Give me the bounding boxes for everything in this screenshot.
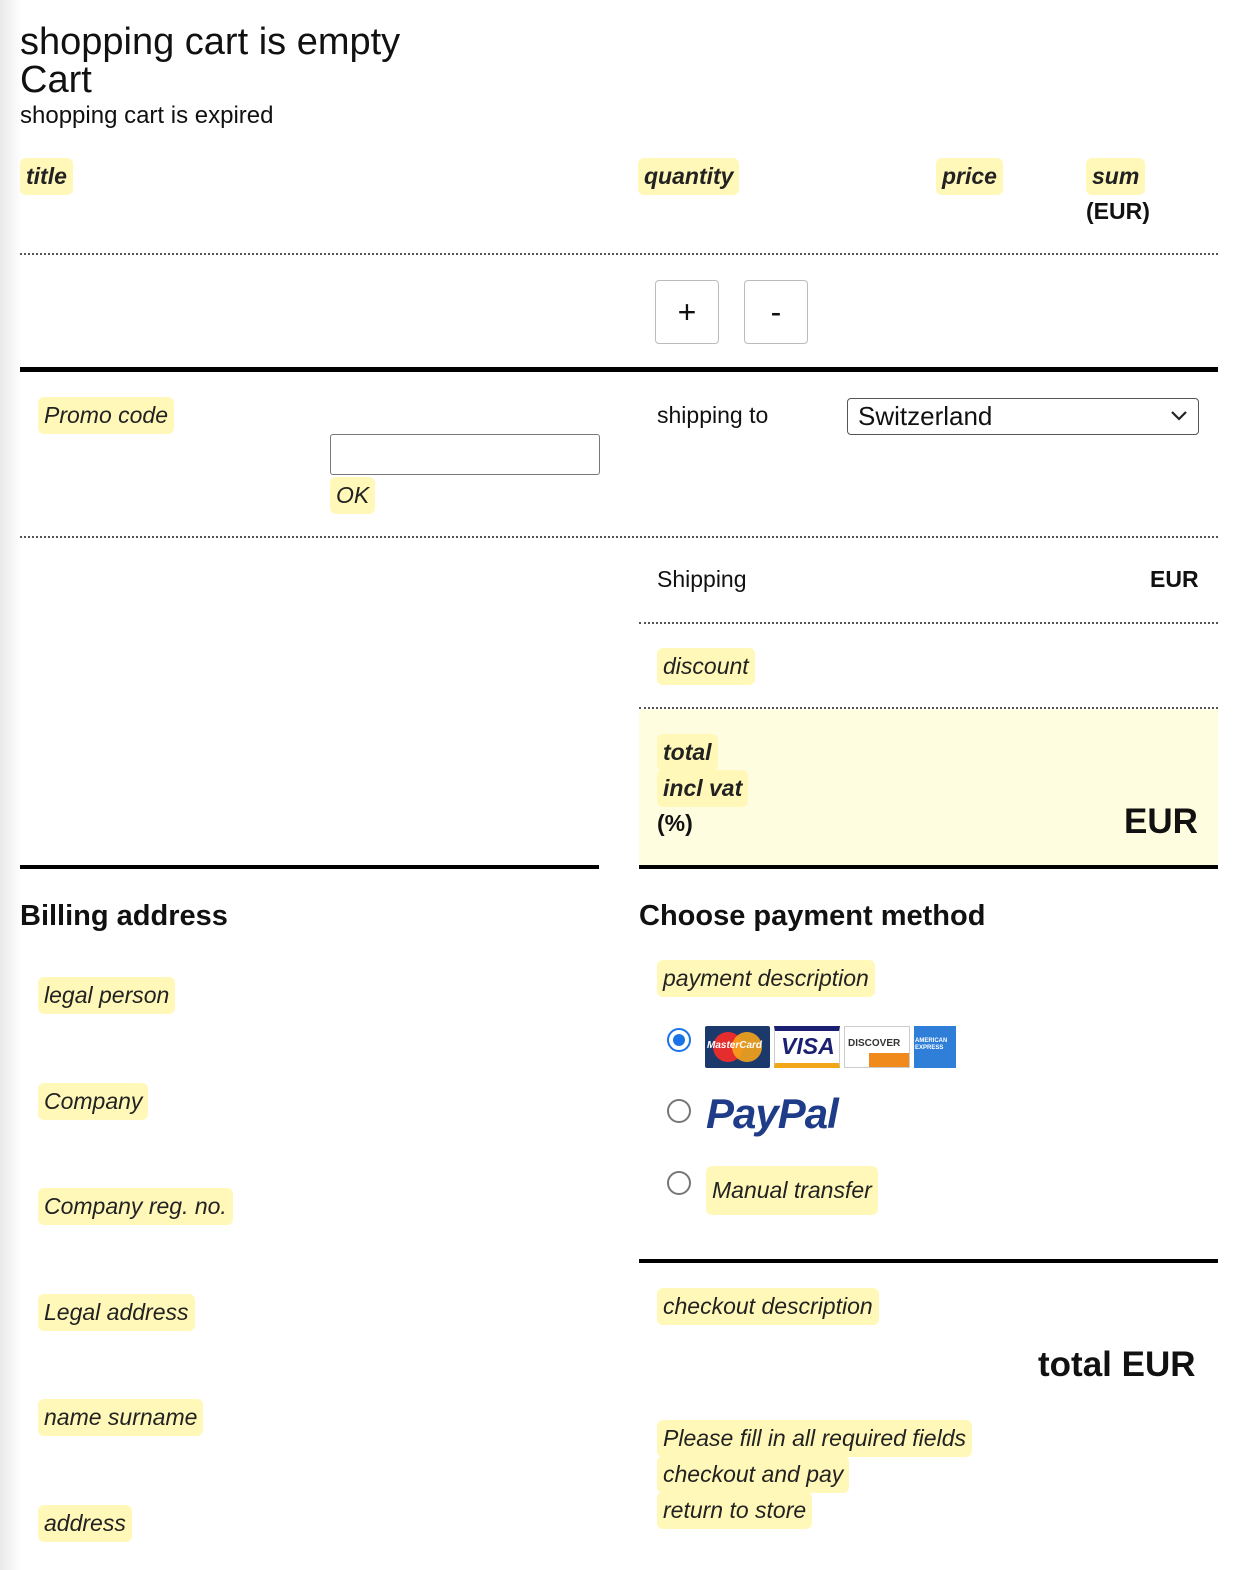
payment-manual-radio[interactable] [667,1171,691,1195]
card-logos [705,1026,957,1068]
chevron-down-icon [1170,410,1188,422]
section-divider [20,865,599,869]
divider [20,253,1218,255]
shipping-currency: EUR [1150,566,1199,592]
column-sum-unit: (EUR) [1086,198,1150,224]
payment-cards-radio[interactable] [667,1028,691,1052]
column-title: title [20,158,73,195]
checkout-description: checkout description [657,1288,879,1325]
left-shadow [0,0,22,1570]
return-to-store-link[interactable]: return to store [657,1492,812,1529]
empty-cart-message: shopping cart is empty [20,21,401,63]
company-field[interactable]: Company [38,1083,148,1120]
section-divider [639,1259,1218,1263]
divider [639,622,1218,624]
promo-code-label: Promo code [38,397,174,434]
decrease-quantity-button[interactable]: - [744,280,808,344]
promo-ok-button[interactable]: OK [330,477,375,514]
country-select[interactable] [847,398,1199,435]
column-sum: sum [1086,158,1145,195]
column-quantity: quantity [638,158,739,195]
payment-description: payment description [657,960,875,997]
total-currency: EUR [1124,802,1198,841]
address-field[interactable]: address [38,1505,132,1542]
shipping-label: Shipping [657,566,747,592]
discount-label: discount [657,648,755,685]
required-fields-notice: Please fill in all required fields [657,1420,972,1457]
checkout-and-pay-button[interactable]: checkout and pay [657,1456,849,1493]
total-label: total [657,734,718,771]
paypal-logo: PayPal [706,1090,838,1137]
country-select-value: Switzerland [858,401,993,431]
payment-paypal-radio[interactable] [667,1099,691,1123]
company-reg-no-field[interactable]: Company reg. no. [38,1188,233,1225]
column-price: price [936,158,1003,195]
expired-cart-message: shopping cart is expired [20,102,274,129]
section-divider [639,865,1218,869]
mastercard-logo: MasterCard [705,1026,770,1068]
amex-logo: AMERICAN EXPRESS [914,1026,956,1068]
vat-percent: (%) [657,810,693,836]
legal-person-field[interactable]: legal person [38,977,175,1014]
visa-logo: VISA [774,1026,840,1068]
incl-vat-label: incl vat [657,770,748,807]
promo-code-input[interactable] [330,434,600,475]
checkout-total: total EUR [1038,1345,1196,1384]
legal-address-field[interactable]: Legal address [38,1294,195,1331]
discover-logo: DISCOVER [844,1026,910,1068]
manual-transfer-label[interactable]: Manual transfer [706,1166,878,1215]
increase-quantity-button[interactable]: + [655,280,719,344]
shipping-to-label: shipping to [657,402,769,428]
name-surname-field[interactable]: name surname [38,1399,203,1436]
page-title: Cart [20,59,92,101]
billing-address-heading: Billing address [20,900,228,932]
payment-method-heading: Choose payment method [639,900,986,932]
section-divider [20,367,1218,372]
divider [20,536,1218,538]
